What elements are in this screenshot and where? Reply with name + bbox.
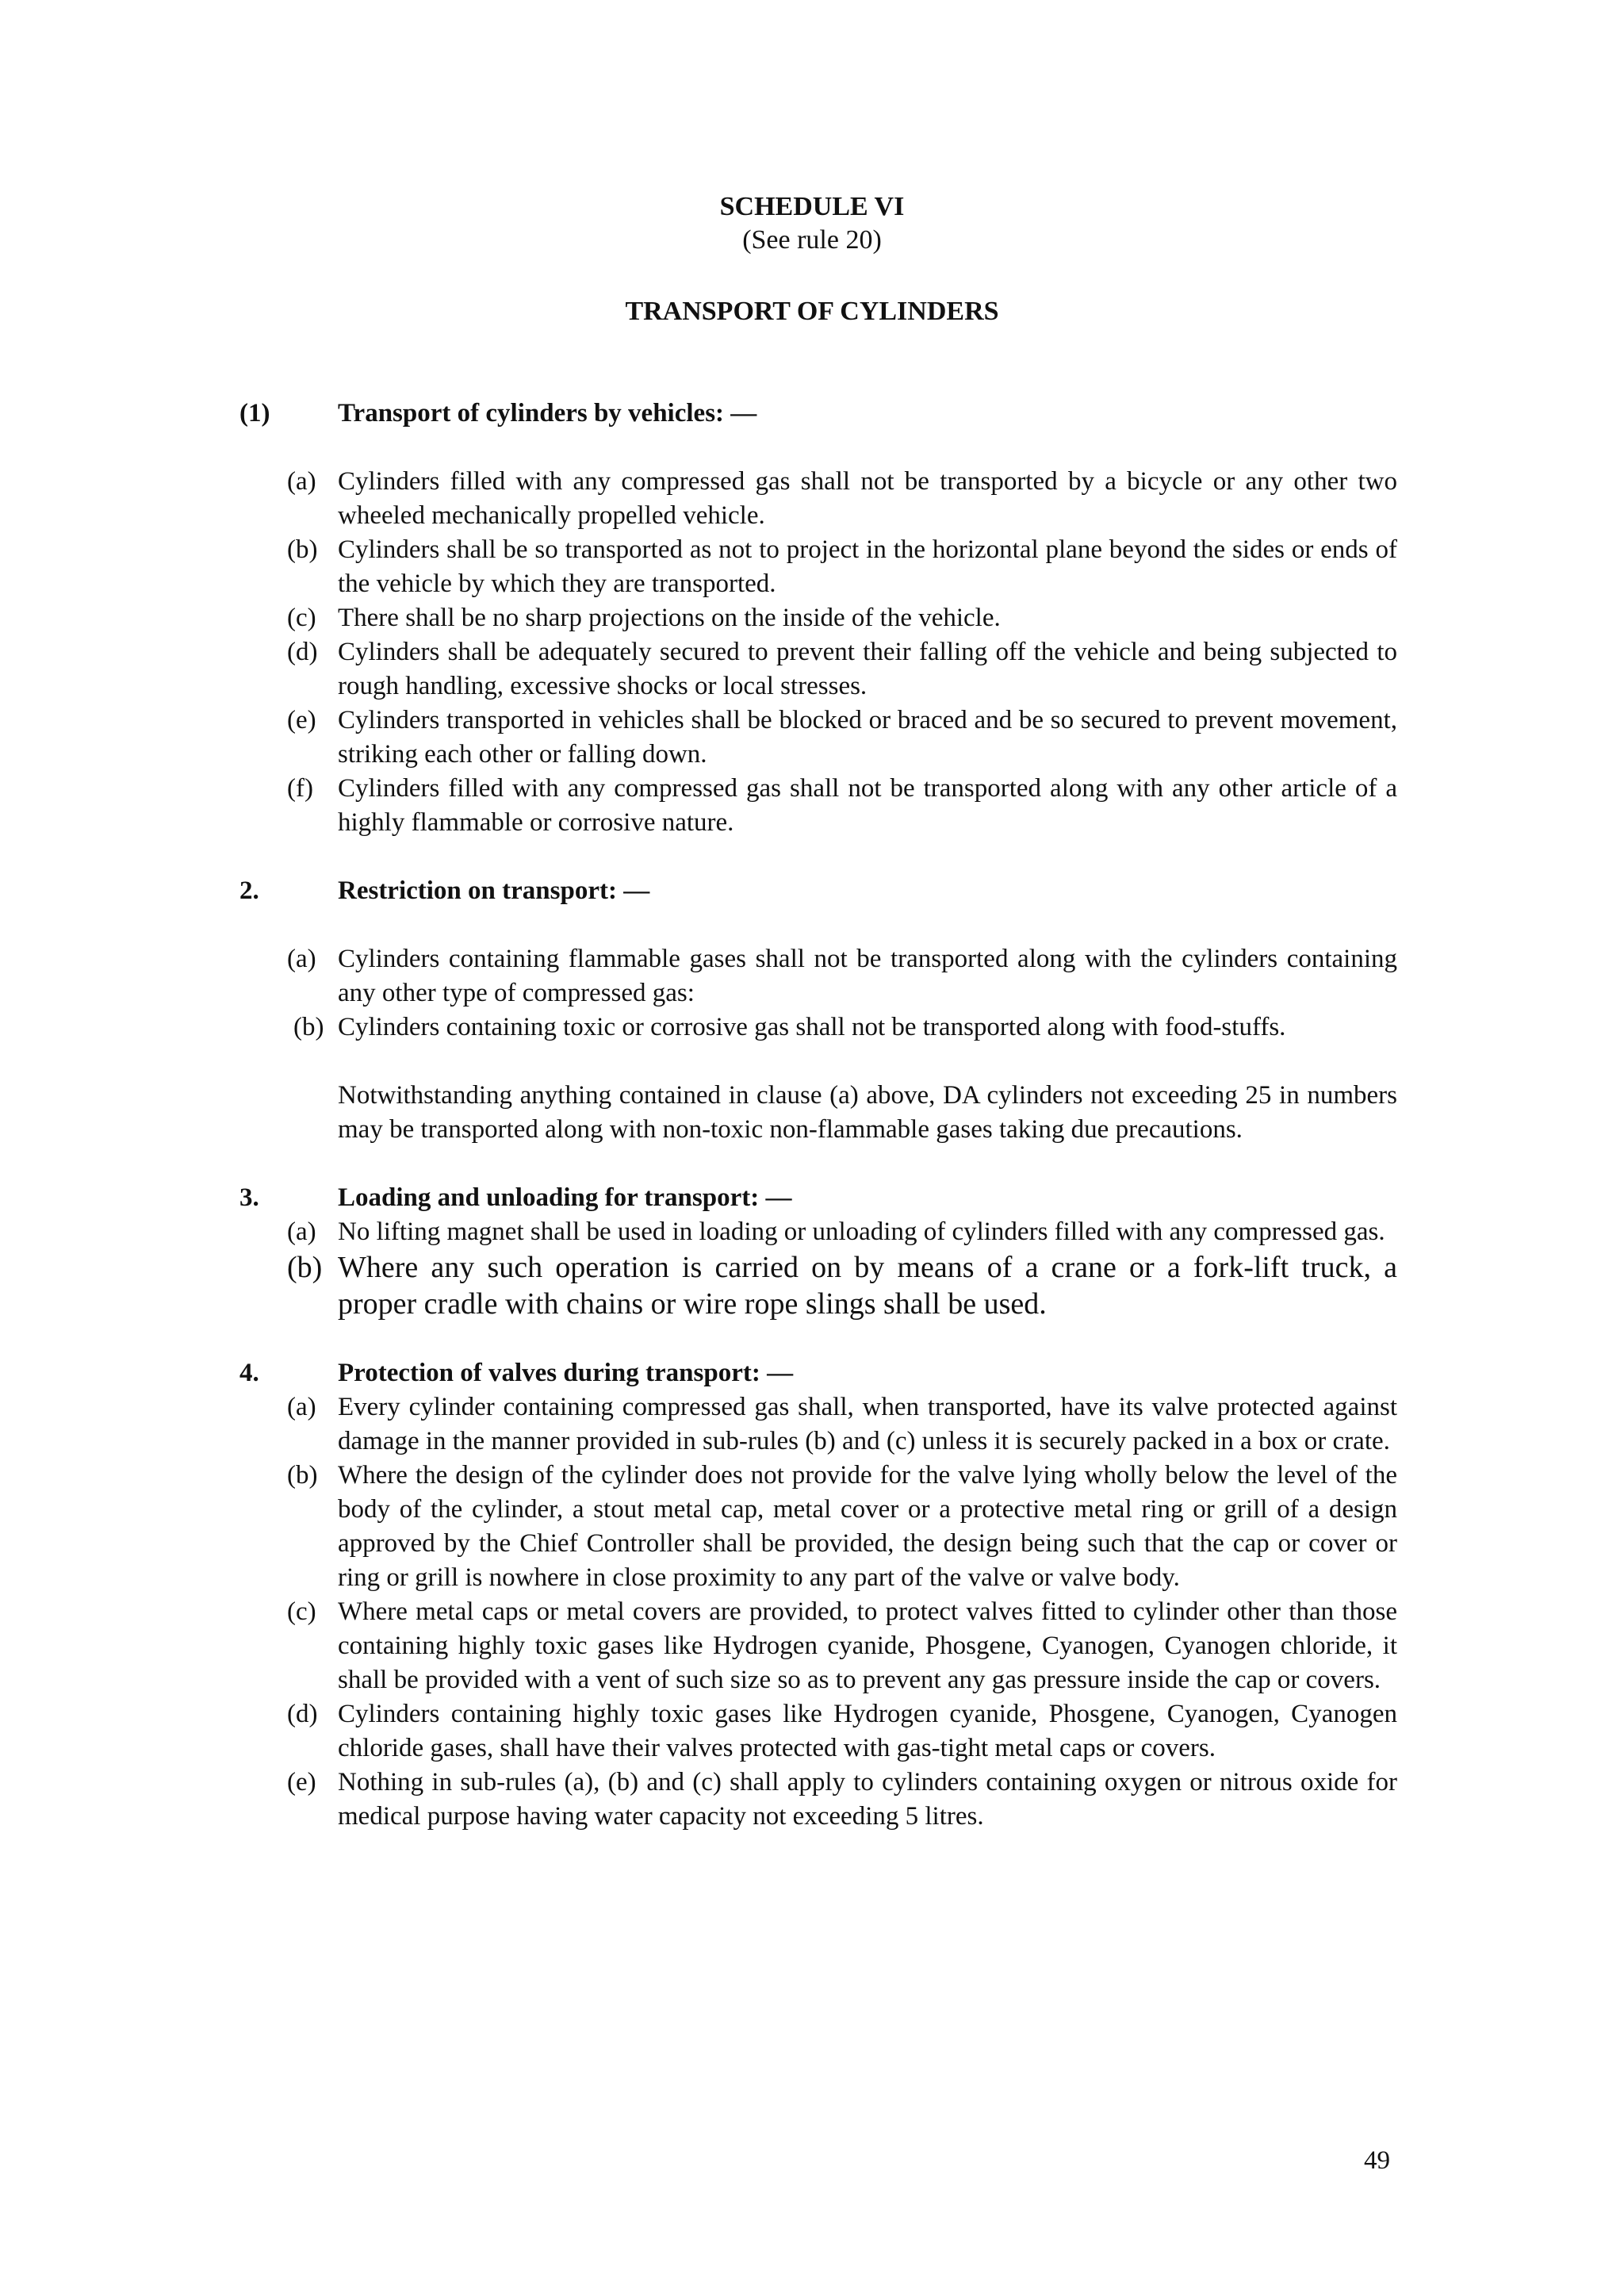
schedule-title: SCHEDULE VI: [719, 192, 905, 221]
list-item: [287, 772, 1397, 840]
item-text: Every cylinder containing compressed gas shall, when transported, have its valve protected against damage in the manner provided in sub-rules (b) and (c) unless it is securely packed in a box or crate.: [338, 1393, 1397, 1455]
item-text: Cylinders filled with any compressed gas shall not be transported along with any other article of a highly flammable or corrosive nature.: [338, 774, 1397, 837]
page-number: 49: [1364, 2146, 1390, 2175]
section-title: Restriction on transport: —: [338, 876, 650, 905]
item-label: (d): [287, 638, 318, 666]
section-number: 4.: [239, 1359, 259, 1387]
list-item: [287, 601, 1397, 635]
section-heading: [239, 397, 1397, 431]
section-title: Loading and unloading for transport: —: [338, 1183, 792, 1212]
item-text: Where metal caps or metal covers are provided, to protect valves fitted to cylinder other than those containing highly toxic gases like Hydrogen cyanide, Phosgene, Cyanogen, Cyanogen chloride, it shall be provided with a vent of such size so as to prevent any gas pressure inside the cap or covers.: [338, 1597, 1397, 1694]
item-label: (e): [287, 706, 316, 734]
item-text: Cylinders shall be so transported as not to project in the horizontal plane beyond the sides or ends of the vehicle by which they are transported.: [338, 535, 1397, 598]
list-item: [287, 1766, 1397, 1834]
item-label: (c): [287, 604, 316, 632]
item-label: (d): [287, 1700, 318, 1728]
section-number: 3.: [239, 1183, 259, 1212]
item-label: (c): [287, 1597, 316, 1626]
section-number: 2.: [239, 876, 259, 905]
item-label: (e): [287, 1768, 316, 1796]
section-heading: [239, 874, 1397, 908]
item-text: Where any such operation is carried on by means of a crane or a fork-lift truck, a proper cradle with chains or wire rope slings shall be used.: [338, 1251, 1397, 1321]
item-text: Cylinders containing flammable gases shall not be transported along with the cylinders containing any other type of compressed gas:: [338, 945, 1397, 1007]
item-label: (a): [287, 1217, 316, 1246]
item-text: Where the design of the cylinder does not provide for the valve lying wholly below the level of the body of the cylinder, a stout metal cap, metal cover or a protective metal ring or grill of a design approved by the Chief Controller shall be provided, the design being such that the cap or cover or ring or grill is nowhere in close proximity to any part of the valve or valve body.: [338, 1461, 1397, 1592]
list-item: [287, 1697, 1397, 1766]
list-item: [287, 1249, 1397, 1322]
list-item: [287, 1595, 1397, 1697]
list-item: [287, 465, 1397, 533]
section-heading: [239, 1181, 1397, 1215]
item-label: (b): [287, 1461, 318, 1490]
item-label: (a): [287, 467, 316, 496]
item-label: (b): [287, 1251, 323, 1284]
list-item: [287, 704, 1397, 772]
item-text: There shall be no sharp projections on the inside of the vehicle.: [338, 604, 1001, 632]
page-heading: TRANSPORT OF CYLINDERS: [625, 297, 999, 326]
item-label: (b): [287, 535, 318, 564]
list-item: [287, 635, 1397, 704]
document-body: [239, 397, 1397, 1834]
section-number: (1): [239, 399, 270, 428]
item-text: Cylinders containing toxic or corrosive gas shall not be transported along with food-stuffs.: [338, 1013, 1286, 1041]
section-note: Notwithstanding anything contained in clause (a) above, DA cylinders not exceeding 25 in numbers may be transported along with non-toxic non-flammable gases taking due precautions.: [338, 1081, 1397, 1144]
section-title: Transport of cylinders by vehicles: —: [338, 399, 757, 428]
section-heading: [239, 1356, 1397, 1390]
item-label: (a): [287, 1393, 316, 1421]
list-item: [287, 1215, 1397, 1249]
item-label: (a): [287, 945, 316, 973]
list-item: [287, 1010, 1397, 1045]
item-text: Cylinders containing highly toxic gases like Hydrogen cyanide, Phosgene, Cyanogen, Cyanogen chloride gases, shall have their valves protected with gas-tight metal caps or covers.: [338, 1700, 1397, 1762]
list-item: [287, 533, 1397, 601]
item-text: No lifting magnet shall be used in loading or unloading of cylinders filled with any compressed gas.: [338, 1217, 1385, 1246]
item-label: (b): [293, 1013, 324, 1041]
section-title: Protection of valves during transport: —: [338, 1359, 794, 1387]
list-item: [287, 1459, 1397, 1595]
item-text: Nothing in sub-rules (a), (b) and (c) shall apply to cylinders containing oxygen or nitrous oxide for medical purpose having water capacity not exceeding 5 litres.: [338, 1768, 1397, 1831]
schedule-subtitle: (See rule 20): [742, 225, 882, 255]
item-text: Cylinders shall be adequately secured to prevent their falling off the vehicle and being subjected to rough handling, excessive shocks or local stresses.: [338, 638, 1397, 700]
item-text: Cylinders filled with any compressed gas shall not be transported by a bicycle or any other two wheeled mechanically propelled vehicle.: [338, 467, 1397, 530]
list-item: [287, 1390, 1397, 1459]
item-text: Cylinders transported in vehicles shall be blocked or braced and be so secured to prevent movement, striking each other or falling down.: [338, 706, 1397, 769]
list-item: [287, 942, 1397, 1010]
item-label: (f): [287, 774, 313, 803]
